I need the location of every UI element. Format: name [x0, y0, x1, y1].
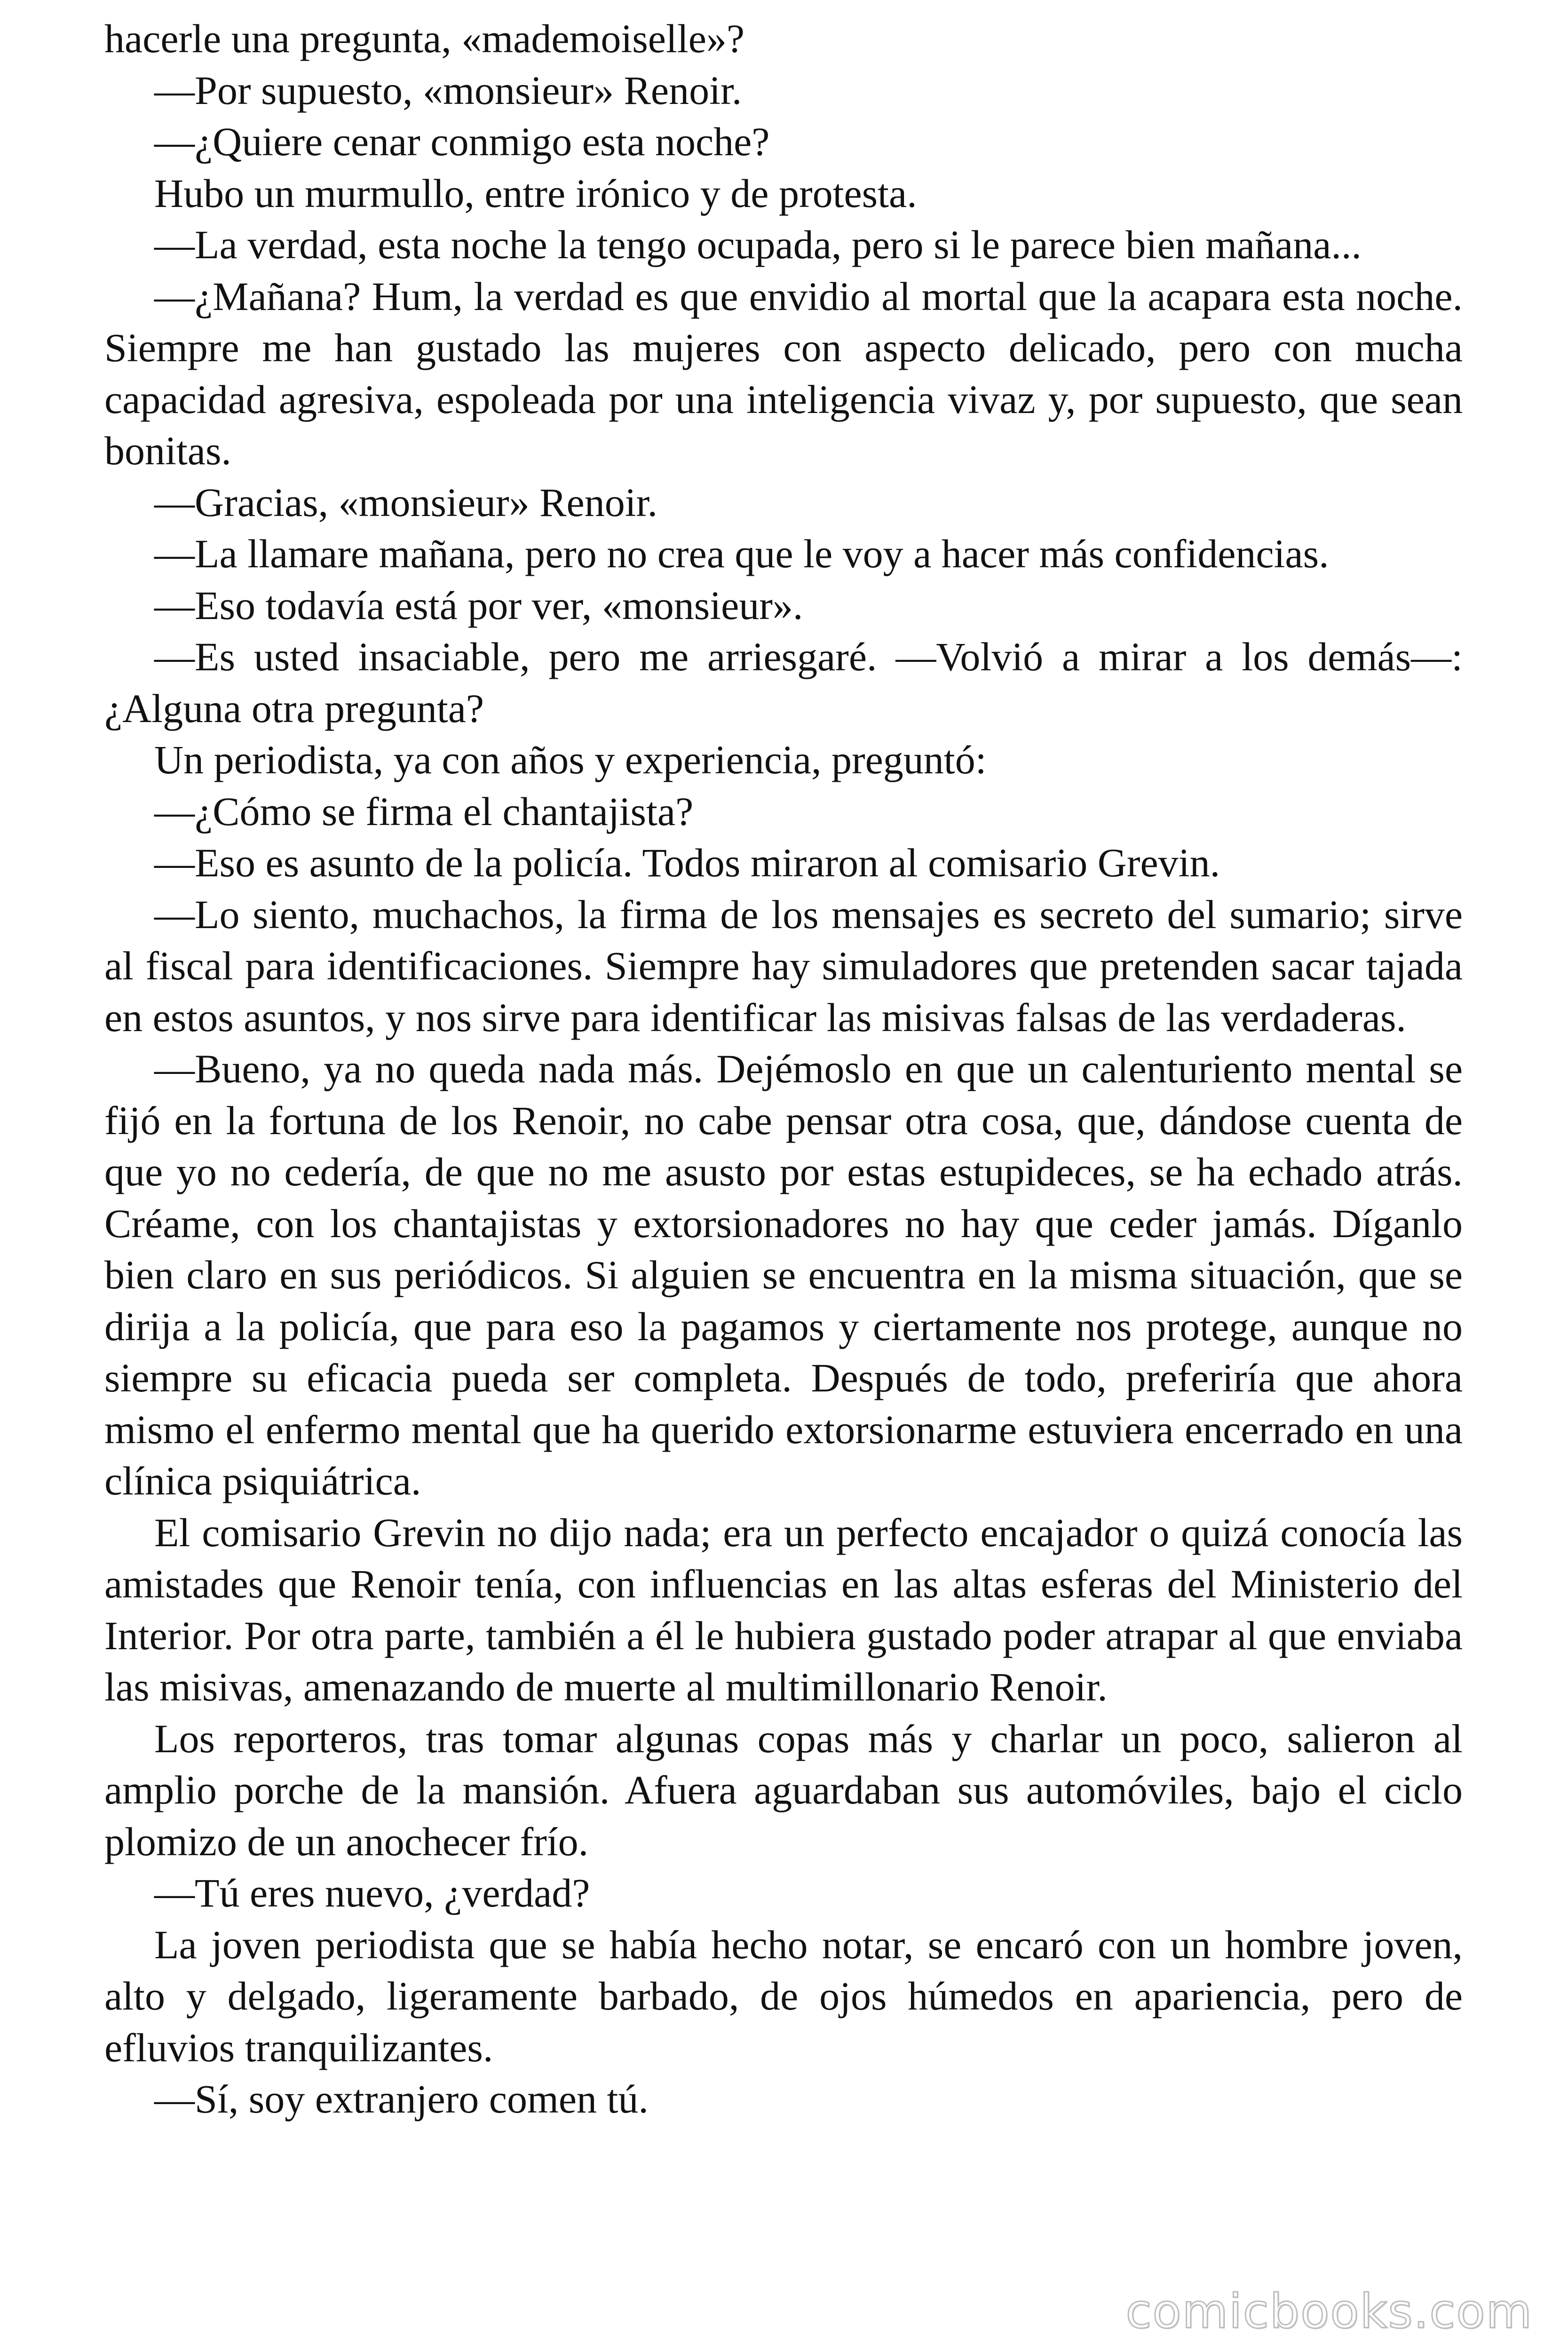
paragraph: —La verdad, esta noche la tengo ocupada, pero si le parece bien mañana... — [154, 222, 1362, 267]
paragraph: Los reporteros, tras tomar algunas copas más y charlar un poco, salieron al amplio porche de la mansión. Afuera aguardaban sus automóviles, bajo el ciclo plomizo de un anochecer frío. — [104, 1716, 1463, 1864]
paragraph: —Bueno, ya no queda nada más. Dejémoslo en que un calenturiento mental se fijó en la fortuna de los Renoir, no cabe pensar otra cosa, que, dándose cuenta de que yo no cedería, de que no me asusto por estas estupideces, se ha echado atrás. Créame, con los chantajistas y extorsionadores no hay que ceder jamás. Díganlo bien claro en sus periódicos. Si alguien se encuentra en la misma situación, que se dirija a la policía, que para eso la pagamos y ciertamente nos protege, aunque no siempre su eficacia pueda ser completa. Después de todo, preferiría que ahora mismo el enfermo mental que ha querido extorsionarme estuviera encerrado en una clínica psiquiátrica. — [104, 1046, 1463, 1503]
paragraph: El comisario Grevin no dijo nada; era un perfecto encajador o quizá conocía las amistades que Renoir tenía, con influencias en las altas esferas del Ministerio del Interior. Por otra parte, también a él le hubiera gustado poder atrapar al que enviaba las misivas, amenazando de muerte al multimillonario Renoir. — [104, 1510, 1463, 1709]
paragraph: —¿Quiere cenar conmigo esta noche? — [154, 119, 770, 164]
paragraph: —Lo siento, muchachos, la firma de los mensajes es secreto del sumario; sirve al fiscal para identificaciones. Siempre hay simuladores que pretenden sacar tajada en estos asuntos, y nos sirve para identificar las misivas falsas de las verdaderas. — [104, 891, 1463, 1040]
paragraph: —Sí, soy extranjero comen tú. — [154, 2076, 649, 2122]
paragraph: —Por supuesto, «monsieur» Renoir. — [154, 67, 742, 113]
paragraph: —¿Mañana? Hum, la verdad es que envidio al mortal que la acapara esta noche. Siempre me han gustado las mujeres con aspecto delicado, pero con mucha capacidad agresiva, espoleada por una inteligencia vivaz y, por supuesto, que sean bonitas. — [104, 273, 1463, 473]
paragraph: Hubo un murmullo, entre irónico y de protesta. — [154, 170, 917, 216]
paragraph: —Gracias, «monsieur» Renoir. — [154, 479, 658, 525]
paragraph: —Eso es asunto de la policía. Todos miraron al comisario Grevin. — [154, 840, 1220, 885]
paragraph: Un periodista, ya con años y experiencia, preguntó: — [154, 737, 987, 782]
paragraph: hacerle una pregunta, «mademoiselle»? — [104, 16, 745, 61]
paragraph: La joven periodista que se había hecho notar, se encaró con un hombre joven, alto y delgado, ligeramente barbado, de ojos húmedos en apariencia, pero de efluvios tranquilizantes. — [104, 1922, 1463, 2070]
paragraph: —Es usted insaciable, pero me arriesgaré. —Volvió a mirar a los demás—: ¿Alguna otra pregunta? — [104, 634, 1463, 731]
watermark: comicbooks.com — [1125, 2284, 1533, 2339]
page-body — [104, 13, 1463, 2125]
paragraph: —La llamare mañana, pero no crea que le voy a hacer más confidencias. — [154, 531, 1329, 576]
paragraph: —¿Cómo se firma el chantajista? — [154, 788, 694, 834]
paragraph: —Tú eres nuevo, ¿verdad? — [154, 1870, 590, 1915]
paragraph: —Eso todavía está por ver, «monsieur». — [154, 582, 803, 628]
